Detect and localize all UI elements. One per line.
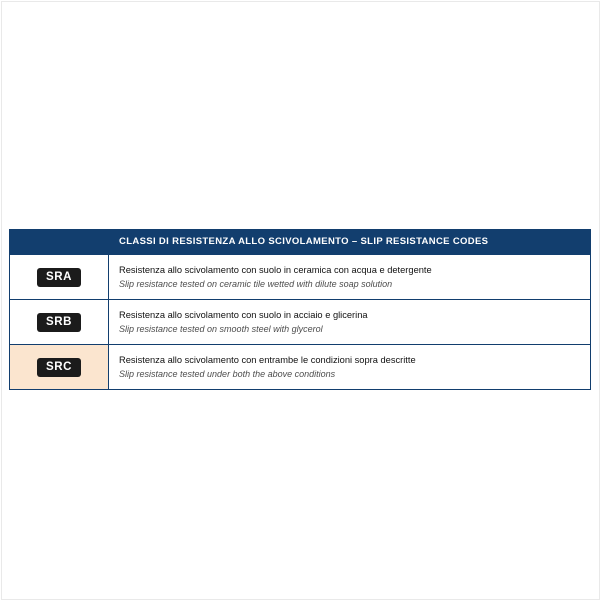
- code-cell-src: [10, 345, 109, 390]
- description-italian: Resistenza allo scivolamento con entrambe le condizioni sopra descritte: [119, 355, 416, 365]
- slip-resistance-table: [9, 229, 591, 390]
- table-row: [10, 345, 591, 390]
- description-italian: Resistenza allo scivolamento con suolo in acciaio e glicerina: [119, 310, 368, 320]
- description-english: Slip resistance tested under both the above conditions: [119, 368, 336, 379]
- code-cell-srb: [10, 300, 109, 345]
- description-cell-sra: [109, 255, 591, 300]
- description-italian: Resistenza allo scivolamento con suolo in ceramica con acqua e detergente: [119, 265, 432, 275]
- table-header-title: CLASSI DI RESISTENZA ALLO SCIVOLAMENTO – SLIP RESISTANCE CODES: [109, 230, 591, 255]
- code-cell-sra: [10, 255, 109, 300]
- table-row: [10, 300, 591, 345]
- table-header-blank-cell: [10, 230, 109, 255]
- table-row: [10, 255, 591, 300]
- status-badge: SRB: [37, 313, 81, 332]
- slip-resistance-table-container: [9, 229, 591, 390]
- description-cell-src: [109, 345, 591, 390]
- status-badge: SRA: [37, 268, 81, 287]
- description-cell-srb: [109, 300, 591, 345]
- description-english: Slip resistance tested on ceramic tile wetted with dilute soap solution: [119, 278, 393, 289]
- status-badge: SRC: [37, 358, 81, 377]
- table-header-row: [10, 230, 591, 255]
- description-english: Slip resistance tested on smooth steel with glycerol: [119, 323, 323, 334]
